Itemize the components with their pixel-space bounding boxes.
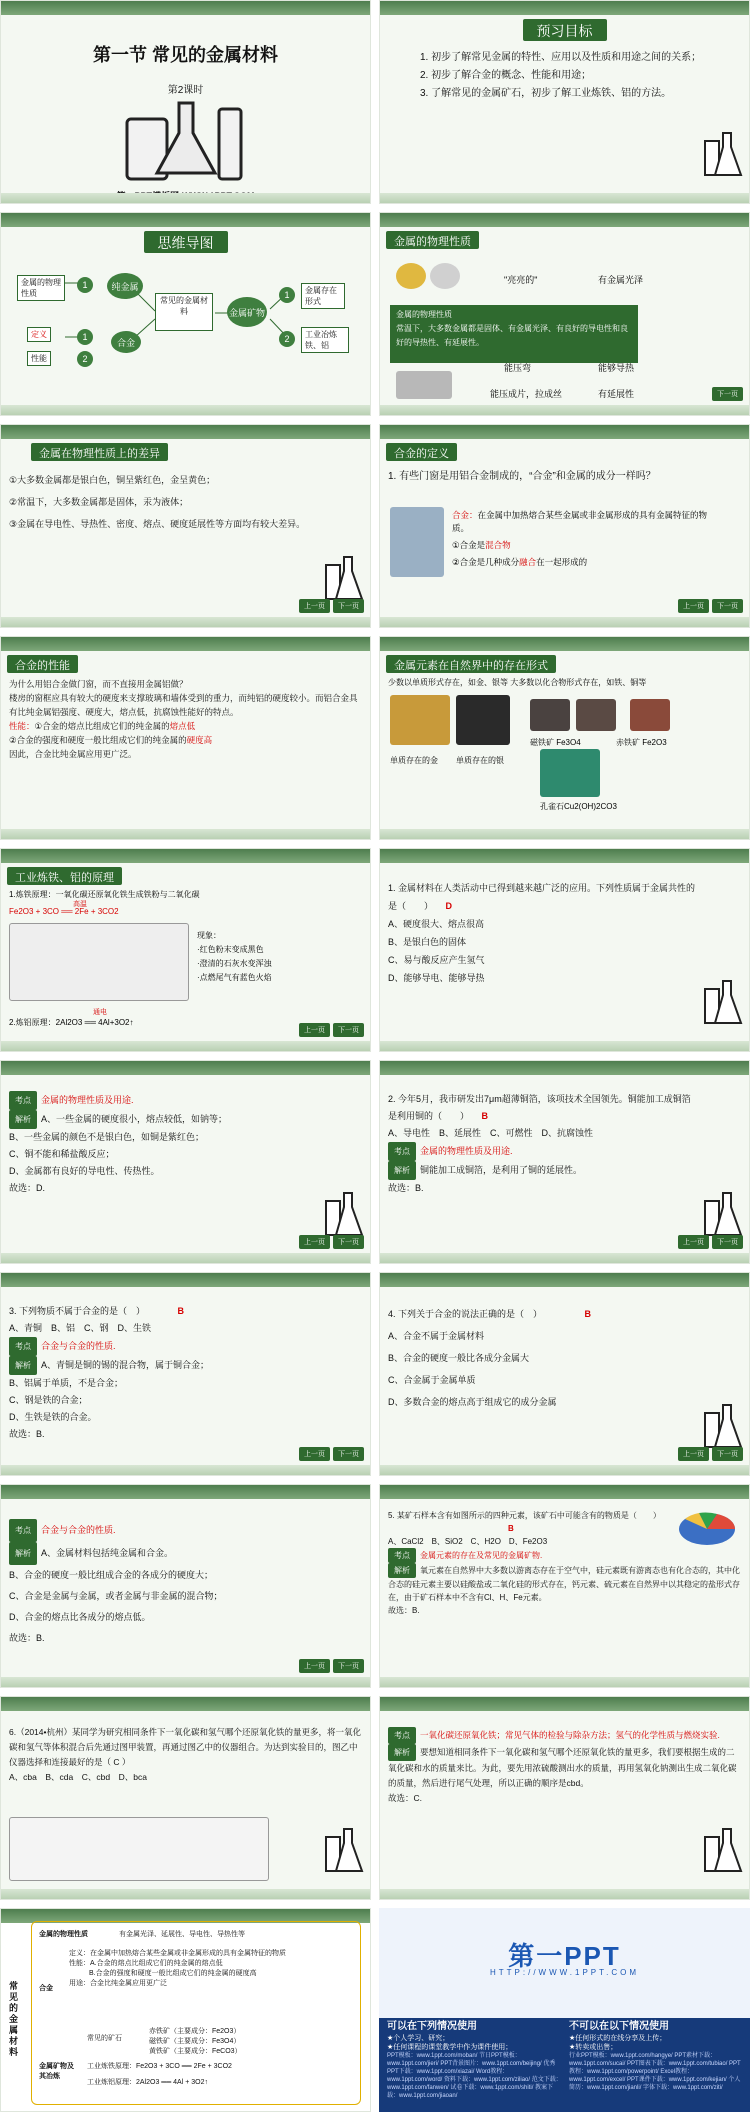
link-list[interactable]: 行业PPT模板：www.1ppt.com/hangye/ PPT素材下载：www.1ppt.com/sucai/ PPT图表下载：www.1ppt.com/tubiao/ PPT教程：www.1ppt.com/powerpoint/ Excel教程：www.1ppt.com/excel/ PPT课件下载：www.1ppt.com/kejian/ 个人简历：www.1ppt.com/jianli/ 字体下载：www.1ppt.com/ziti/ <box>569 2053 741 2091</box>
goal-item: 3. 了解常见的金属矿石，初步了解工业炼铁、铝的方法。 <box>420 88 672 99</box>
highlight: 硬度高 <box>186 735 213 745</box>
slide-heading: 预习目标 <box>523 19 607 41</box>
text-line: C、铜不能和稀盐酸反应； <box>9 1149 115 1159</box>
point-highlight: 融合 <box>519 557 537 567</box>
next-button[interactable]: 下一页 <box>712 1447 743 1461</box>
tag: 考点 <box>9 1337 37 1356</box>
slide-metal-physical[interactable] <box>379 212 750 416</box>
option: A、硬度很大、熔点很高 <box>388 919 485 929</box>
beaker-icon <box>703 131 743 177</box>
next-button[interactable]: 下一页 <box>712 387 743 401</box>
kaodian: 一氧化碳还原氧化铁；常见气体的检验与除杂方法；氢气的化学性质与燃烧实验. <box>420 1730 720 1740</box>
summary-text: 工业炼铝原理：2Al2O3 ══ 4Al + 3O2↑ <box>87 2079 208 2086</box>
text-line: 2.炼铝原理：2Al2O3 ══ 4Al+3O2↑ <box>9 1018 134 1027</box>
nav-buttons <box>712 387 743 401</box>
bottom-bar <box>1 1465 370 1475</box>
summary-branch: 合金 <box>39 1985 53 1992</box>
prev-button[interactable]: 上一页 <box>299 1235 330 1249</box>
text-line: 故选：B. <box>9 1633 45 1643</box>
mindmap-number: 2 <box>279 331 295 347</box>
mineral-label: 磁铁矿 Fe3O4 <box>530 738 581 747</box>
silver-image <box>430 263 460 289</box>
option: B、合金的硬度一般比各成分金属大 <box>388 1353 530 1363</box>
next-button[interactable]: 下一页 <box>712 1235 743 1249</box>
bottom-bar <box>1 1253 370 1263</box>
prev-button[interactable]: 上一页 <box>678 599 709 613</box>
question: 4. 下列关于合金的说法正确的是（ ） <box>388 1309 543 1319</box>
text-line: A、金属材料包括纯金属和合金。 <box>41 1548 174 1558</box>
perf-label: 性能： <box>9 721 35 731</box>
option: A、合金不属于金属材料 <box>388 1331 485 1341</box>
beaker-icon <box>703 1827 743 1873</box>
silver-image <box>456 695 510 745</box>
perf-text <box>9 677 362 761</box>
forms-line <box>388 677 646 688</box>
text-line: ★任何形式的在线分享及上传； <box>569 2035 667 2042</box>
next-button[interactable]: 下一页 <box>333 599 364 613</box>
alloy-def <box>452 509 709 569</box>
nav-buttons <box>299 1659 364 1673</box>
summary-text: ：在金属中加热熔合某些金属或非金属形成的具有金属特征的物质 <box>83 1950 286 1957</box>
kaodian: 金属的物理性质及用途. <box>41 1095 134 1105</box>
slide-ppt-ad[interactable] <box>379 1908 750 2112</box>
text-line: A、青铜是铜的锡的混合物，属于铜合金； <box>41 1360 210 1370</box>
text-line: D、金属都有良好的导电性、传热性。 <box>9 1166 160 1176</box>
tag: 考点 <box>388 1548 416 1563</box>
nav-buttons <box>299 1447 364 1461</box>
apparatus-image <box>9 923 189 1001</box>
summary-text: ：合金比纯金属应用更广泛 <box>83 1980 167 1987</box>
text-line: ★个人学习、研究； <box>387 2035 450 2042</box>
slide-a1[interactable] <box>0 1060 371 1264</box>
window-image <box>390 507 444 577</box>
tag: 解析 <box>388 1744 416 1761</box>
bottom-bar <box>1 1677 370 1687</box>
option: B、是银白色的固体 <box>388 937 467 947</box>
highlight: 少数 <box>388 678 404 687</box>
text-line: A、一些金属的硬度很小，熔点较低，如钠等； <box>41 1114 228 1124</box>
text-line: 现象： <box>197 931 221 940</box>
mindmap-node: 定义 <box>27 327 51 342</box>
panel-title: 金属的物理性质 <box>396 310 452 319</box>
text-line: 故选：B. <box>388 1606 420 1615</box>
slide-q6[interactable] <box>0 1696 371 1900</box>
text-line: ·红色粉末变成黑色 <box>197 945 264 954</box>
mindmap-node: 金属矿物 <box>227 297 267 327</box>
text-line: ·澄清的石灰水变浑浊 <box>197 959 272 968</box>
mindmap-number: 1 <box>77 329 93 345</box>
text-line: C、钢是铁的合金； <box>9 1395 88 1405</box>
bottom-bar <box>1 1041 370 1051</box>
mindmap-node: 性能 <box>27 351 51 366</box>
bottom-bar <box>380 193 749 203</box>
bottom-bar <box>1 193 370 203</box>
text-line: D、生铁是铁的合金。 <box>9 1412 97 1422</box>
kaodian: 金属的物理性质及用途. <box>420 1146 513 1156</box>
label: 性能 <box>69 1960 83 1967</box>
question-block <box>9 1725 362 1785</box>
goal-item: 1. 初步了解常见金属的特性、应用以及性质和用途之间的关系； <box>420 52 702 63</box>
bottom-bar <box>380 1677 749 1687</box>
summary-text: 磁铁矿（主要成分：Fe3O4） <box>149 2038 241 2045</box>
text-line: D、合金的熔点比各成分的熔点低。 <box>9 1612 151 1622</box>
text-line: 因此，合金比纯金属应用更广泛。 <box>9 749 137 759</box>
text-line: ②合金的强度和硬度一般比组成它们的纯金属的 <box>9 735 187 745</box>
slide-diff[interactable] <box>0 424 371 628</box>
nav-buttons <box>299 1023 364 1037</box>
magnetite-image <box>530 699 570 731</box>
prev-button[interactable]: 上一页 <box>299 1023 330 1037</box>
malachite-image <box>540 749 600 797</box>
point: ②合金是几种成分 <box>452 557 520 567</box>
mindmap-node: 工业冶炼铁、铝 <box>301 327 349 353</box>
next-button[interactable]: 下一页 <box>333 1235 364 1249</box>
question: 3. 下列物质不属于合金的是（ ） <box>9 1306 146 1316</box>
answer: B <box>177 1306 185 1316</box>
kaodian: 合金与合金的性质. <box>41 1525 116 1535</box>
gold-image <box>390 695 450 745</box>
option: A、CaCl2 B、SiO2 C、H2O D、Fe2O3 <box>388 1537 548 1546</box>
tag: 考点 <box>388 1727 416 1744</box>
label: 用途 <box>69 1980 83 1987</box>
phenomena <box>197 929 272 985</box>
nav-buttons <box>299 599 364 613</box>
diff-item: ②常温下，大多数金属都是固体，汞为液体； <box>9 497 189 507</box>
summary-map <box>9 1921 365 2107</box>
bottom-bar <box>1 829 370 839</box>
bottom-bar <box>380 1253 749 1263</box>
bottom-bar <box>380 1889 749 1899</box>
slide-nature-forms[interactable] <box>379 636 750 840</box>
question: 5. 某矿石样本含有如图所示的四种元素，该矿石中可能含有的物质是（ ） <box>388 1511 661 1520</box>
ore-list <box>149 2027 242 2057</box>
beaker-icon <box>324 555 364 601</box>
bottom-bar <box>380 617 749 627</box>
highlight: 熔点低 <box>169 721 196 731</box>
slide-heading: 金属在物理性质上的差异 <box>31 443 168 461</box>
point-highlight: 混合物 <box>485 540 511 550</box>
text-line: B、合金的硬度一般比组成合金的各成分的硬度大； <box>9 1570 214 1580</box>
apparatus-image <box>9 1817 269 1881</box>
point: 在一起形成的 <box>536 557 588 567</box>
text-line: 故选：D. <box>9 1183 46 1193</box>
text-line: 故选：C. <box>388 1793 423 1803</box>
summary-text: 常见的矿石 <box>87 2035 122 2042</box>
mindmap-node: 金属存在形式 <box>301 283 345 309</box>
slide-a6[interactable] <box>379 1696 750 1900</box>
mineral-label: 单质存在的金 <box>390 756 438 765</box>
tag: 解析 <box>9 1542 37 1565</box>
question: 1. 有些门窗是用铝合金制成的，“合金”和金属的成分一样吗？ <box>388 471 656 482</box>
pie-image <box>677 1509 737 1549</box>
text-line: ·点燃尾气有蓝色火焰 <box>197 973 272 982</box>
beaker-icon <box>324 1191 364 1237</box>
option: C、合金属于金属单质 <box>388 1375 476 1385</box>
label: 能压弯 <box>504 363 532 373</box>
answer: D <box>445 901 453 911</box>
cover-subtitle: 第2课时 <box>167 85 204 96</box>
equation: Fe2O3 + 3CO ══ 2Fe + 3CO2 <box>9 907 119 916</box>
nav-buttons <box>678 1235 743 1249</box>
text-line: ①合金的熔点比组成它们的纯金属的 <box>34 721 170 731</box>
slide-a4[interactable] <box>0 1484 371 1688</box>
text-line: 为什么用铝合金做门窗，而不直接用金属铝做？ <box>9 679 188 689</box>
slide-q3[interactable] <box>0 1272 371 1476</box>
alloy-block <box>69 1949 349 1989</box>
slide-q4[interactable] <box>379 1272 750 1476</box>
prev-button[interactable]: 上一页 <box>299 599 330 613</box>
bottom-bar <box>380 1465 749 1475</box>
text-line: 要想知道相同条件下一氧化碳和氢气哪个还原氧化铁的量更多，我们要根据生成的二氧化碳和水的质量来比。为此，要先用浓硫酸测出水的质量，再用氢氧化钠测出生成二氧化碳的质量，然后进行尾气处理，所以正确的顺序是cbd。 <box>388 1747 737 1788</box>
usage-band <box>379 2018 750 2112</box>
slide-goals[interactable] <box>379 0 750 204</box>
option: A、导电性 B、延展性 C、可燃性 D、抗腐蚀性 <box>388 1128 594 1138</box>
slide-q1[interactable] <box>379 848 750 1052</box>
goals-list <box>420 49 729 103</box>
summary-text: 工业炼铁原理：Fe2O3 + 3CO ══ 2Fe + 3CO2 <box>87 2063 232 2070</box>
mindmap-root: 常见的金属材料 <box>155 293 213 331</box>
bottom-bar <box>1 617 370 627</box>
nav-buttons <box>678 599 743 613</box>
diff-item: ①大多数金属都是银白色，铜呈紫红色，金呈黄色； <box>9 475 216 485</box>
option: D、能够导电、能够导热 <box>388 973 485 983</box>
label: 能够导热 <box>598 363 635 373</box>
tag: 考点 <box>9 1091 37 1110</box>
text-line: 故选：B. <box>9 1429 45 1439</box>
prev-button[interactable]: 上一页 <box>299 1659 330 1673</box>
prev-button[interactable]: 上一页 <box>678 1235 709 1249</box>
ppt-logo: 第一PPT <box>508 1941 621 1971</box>
slide-smelting[interactable] <box>0 848 371 1052</box>
glassware-image <box>121 99 251 183</box>
highlight: 大多数 <box>510 678 535 687</box>
slide-heading: 工业炼铁、铝的原理 <box>7 867 122 885</box>
text-line: 故选：B. <box>388 1183 424 1193</box>
summary-text: 有金属光泽、延展性、导电性、导热性等 <box>119 1931 245 1938</box>
summary-text: 黄铁矿（主要成分：FeCO3） <box>149 2048 242 2055</box>
mindmap-number: 2 <box>77 351 93 367</box>
option: C、易与酸反应产生氢气 <box>388 955 485 965</box>
can-use <box>387 2022 563 2100</box>
text-line: B、一些金属的颜色不是银白色，如铜是紫红色； <box>9 1132 205 1142</box>
ppt-url[interactable]: HTTP://WWW.1PPT.COM <box>490 1968 639 1977</box>
goal-item: 2. 初步了解合金的概念、性能和用途； <box>420 70 592 81</box>
text: 以单质形式存在，如金、银等 <box>404 678 508 687</box>
ring-image <box>396 263 426 289</box>
link-list[interactable]: PPT模板：www.1ppt.com/moban/ 节日PPT模板：www.1ppt.com/jieri/ PPT背景图片：www.1ppt.com/beijing/ 优秀PPT下载：www.1ppt.com/xiazai/ Word教程：www.1ppt.com/word/ 资料下载：www.1ppt.com/ziliao/ 范文下载：www.1ppt.com/fanwen/ 试卷下载：www.1ppt.com/shiti/ 教案下载：www.1ppt.com/jiaoan/ <box>387 2053 562 2099</box>
def-text: 在金属中加热熔合某些金属或非金属形成的具有金属特征的物质。 <box>452 510 708 533</box>
question-block <box>388 1303 697 1413</box>
diff-item: ③金属在导电性、导热性、密度、熔点、硬度延展性等方面均有较大差异。 <box>9 519 306 529</box>
question-block <box>388 1091 697 1197</box>
ad-background <box>379 1908 750 2112</box>
mindmap-number: 1 <box>279 287 295 303</box>
question: 2. 今年5月，我市研发出7μm超薄铜箔，该项技术全国领先。铜能加工成铜箔是利用铜的（ ） <box>388 1094 691 1121</box>
can-title: 可以在下列情况使用 <box>387 2021 477 2032</box>
label: 能压成片，拉成丝 <box>490 389 563 399</box>
analysis-block <box>9 1091 318 1197</box>
nav-buttons <box>678 1447 743 1461</box>
text-line: 楼房的窗框应具有较大的硬度来支撑玻璃和墙体受到的重力，而纯铝的硬度较小。而铝合金具有比纯金属铝强度、硬度大，熔点低，抗腐蚀性能好的特点。 <box>9 693 358 717</box>
point: ①合金是 <box>452 540 486 550</box>
mineral-label: 赤铁矿 Fe2O3 <box>616 738 667 747</box>
summary-text: B.合金的强度和硬度一般比组成它们的纯金属的硬度高 <box>89 1970 257 1977</box>
slide-cover[interactable] <box>0 0 371 204</box>
question: 1. 金属材料在人类活动中已得到越来越广泛的应用。下列性质属于金属共性的是（ ） <box>388 883 696 911</box>
def-label: 合金： <box>452 510 478 520</box>
answer: B <box>584 1309 592 1319</box>
beaker-icon <box>703 1403 743 1449</box>
text-line: ★任何课程的课堂教学中作为课件使用； <box>387 2044 513 2051</box>
option: D、多数合金的熔点高于组成它的成分金属 <box>388 1397 557 1407</box>
text: 以化合物形式存在，如铁、铜等 <box>534 678 647 687</box>
slide-heading: 思维导图 <box>144 231 228 253</box>
mindmap-node: 金属的物理性质 <box>17 275 65 301</box>
tag: 解析 <box>388 1563 416 1578</box>
kaodian: 合金与合金的性质. <box>41 1341 116 1351</box>
slide-heading: 金属的物理性质 <box>386 231 479 249</box>
slide-summary[interactable] <box>0 1908 371 2112</box>
summary-branch: 金属矿物及其冶炼 <box>39 2063 74 2080</box>
property-panel <box>390 305 638 363</box>
slide-q5[interactable] <box>379 1484 750 1688</box>
label: 有延展性 <box>598 389 635 399</box>
nav-buttons <box>299 1235 364 1249</box>
tag: 考点 <box>388 1142 416 1161</box>
slide-heading: 合金的性能 <box>7 655 78 673</box>
mindmap <box>5 253 367 403</box>
next-button[interactable]: 下一页 <box>333 1447 364 1461</box>
tag: 解析 <box>388 1161 416 1180</box>
beaker-icon <box>703 979 743 1025</box>
beaker-icon <box>324 1827 364 1873</box>
ore-image <box>576 699 616 731</box>
answer: B <box>508 1524 514 1533</box>
prev-button[interactable]: 上一页 <box>299 1447 330 1461</box>
summary-text: 赤铁矿（主要成分：Fe2O3） <box>149 2028 241 2035</box>
summary-root: 常见的金属材料 <box>9 1981 19 2057</box>
text-line: 氧元素在自然界中大多数以游离态存在于空气中，硅元素既有游离态也有化合态的，其中化合态的硅元素主要以硅酸盐或二氧化硅的形式存在，钙元素、硫元素在自然界中以其稳定的盐形式存在，由于矿石样本中不含有Cl、H、Fe元素。 <box>388 1566 740 1602</box>
panel-text: 常温下，大多数金属都是固体、有金属光泽、有良好的导电性和良好的导热性、有延展性。 <box>396 324 628 347</box>
question-block <box>9 1303 318 1443</box>
option: A、cba B、cda C、cbd D、bca <box>9 1772 147 1782</box>
kaodian: 金属元素的存在及常见的金属矿物. <box>420 1551 543 1560</box>
bottom-bar <box>1 405 370 415</box>
bottom-bar <box>380 1041 749 1051</box>
mindmap-number: 1 <box>77 277 93 293</box>
diff-list <box>9 469 318 535</box>
prev-button[interactable]: 上一页 <box>678 1447 709 1461</box>
mindmap-node: 合金 <box>111 331 141 353</box>
slide-q2[interactable] <box>379 1060 750 1264</box>
text-line: ★转卖或出售； <box>569 2044 618 2051</box>
slide-mindmap[interactable] <box>0 212 371 416</box>
mineral-label: 单质存在的银 <box>456 756 504 765</box>
tag: 考点 <box>9 1519 37 1542</box>
summary-branch: 金属的物理性质 <box>39 1931 88 1938</box>
condition: 高温 <box>73 901 87 908</box>
summary-text: ：A.合金的熔点比组成它们的纯金属的熔点低 <box>83 1960 223 1967</box>
slide-alloy-perf[interactable] <box>0 636 371 840</box>
cannot-use <box>569 2022 745 2092</box>
question-block <box>388 879 697 987</box>
label: "亮亮的" <box>504 275 538 285</box>
answer: B <box>481 1111 489 1121</box>
analysis-block <box>388 1727 741 1806</box>
next-button[interactable]: 下一页 <box>333 1659 364 1673</box>
hematite-image <box>630 699 670 731</box>
text-line: B、铝属于单质，不是合金； <box>9 1378 124 1388</box>
tag: 解析 <box>9 1356 37 1375</box>
next-button[interactable]: 下一页 <box>712 599 743 613</box>
label: 定义 <box>69 1950 83 1957</box>
tag: 解析 <box>9 1110 37 1129</box>
bottom-bar <box>380 405 749 415</box>
slide-alloy-def[interactable] <box>379 424 750 628</box>
condition: 通电 <box>93 1009 107 1016</box>
cannot-title: 不可以在以下情况使用 <box>569 2021 669 2032</box>
option: A、青铜 B、铝 C、钢 D、生铁 <box>9 1323 152 1333</box>
question: 6.（2014•杭州）某同学为研究相同条件下一氧化碳和氢气哪个还原氧化铁的量更多，将一氧化碳和氢气等体积混合后先通过图甲装置，再通过图乙中的仪器组合。为达到实验目的，图乙中仪器选择和连接最好的是（ C ） <box>9 1727 361 1767</box>
analysis-block <box>9 1519 318 1649</box>
slide-heading: 合金的定义 <box>386 443 457 461</box>
bottom-bar <box>380 829 749 839</box>
cover-title: 第一节 常见的金属材料 <box>93 45 278 65</box>
mindmap-node: 纯金属 <box>107 273 143 299</box>
next-button[interactable]: 下一页 <box>333 1023 364 1037</box>
mineral-label: 孔雀石Cu2(OH)2CO3 <box>540 802 617 811</box>
foil-image <box>396 371 452 399</box>
text-line: 1.炼铁原理：一氧化碳还原氧化铁生成铁粉与二氧化碳 <box>9 890 200 899</box>
label: 有金属光泽 <box>598 275 644 285</box>
beaker-icon <box>703 1191 743 1237</box>
text-line: 铜能加工成铜箔，是利用了铜的延展性。 <box>420 1165 583 1175</box>
slide-heading: 金属元素在自然界中的存在形式 <box>386 655 556 673</box>
text-line: C、合金是金属与金属，或者金属与非金属的混合物； <box>9 1591 223 1601</box>
bottom-bar <box>1 1889 370 1899</box>
